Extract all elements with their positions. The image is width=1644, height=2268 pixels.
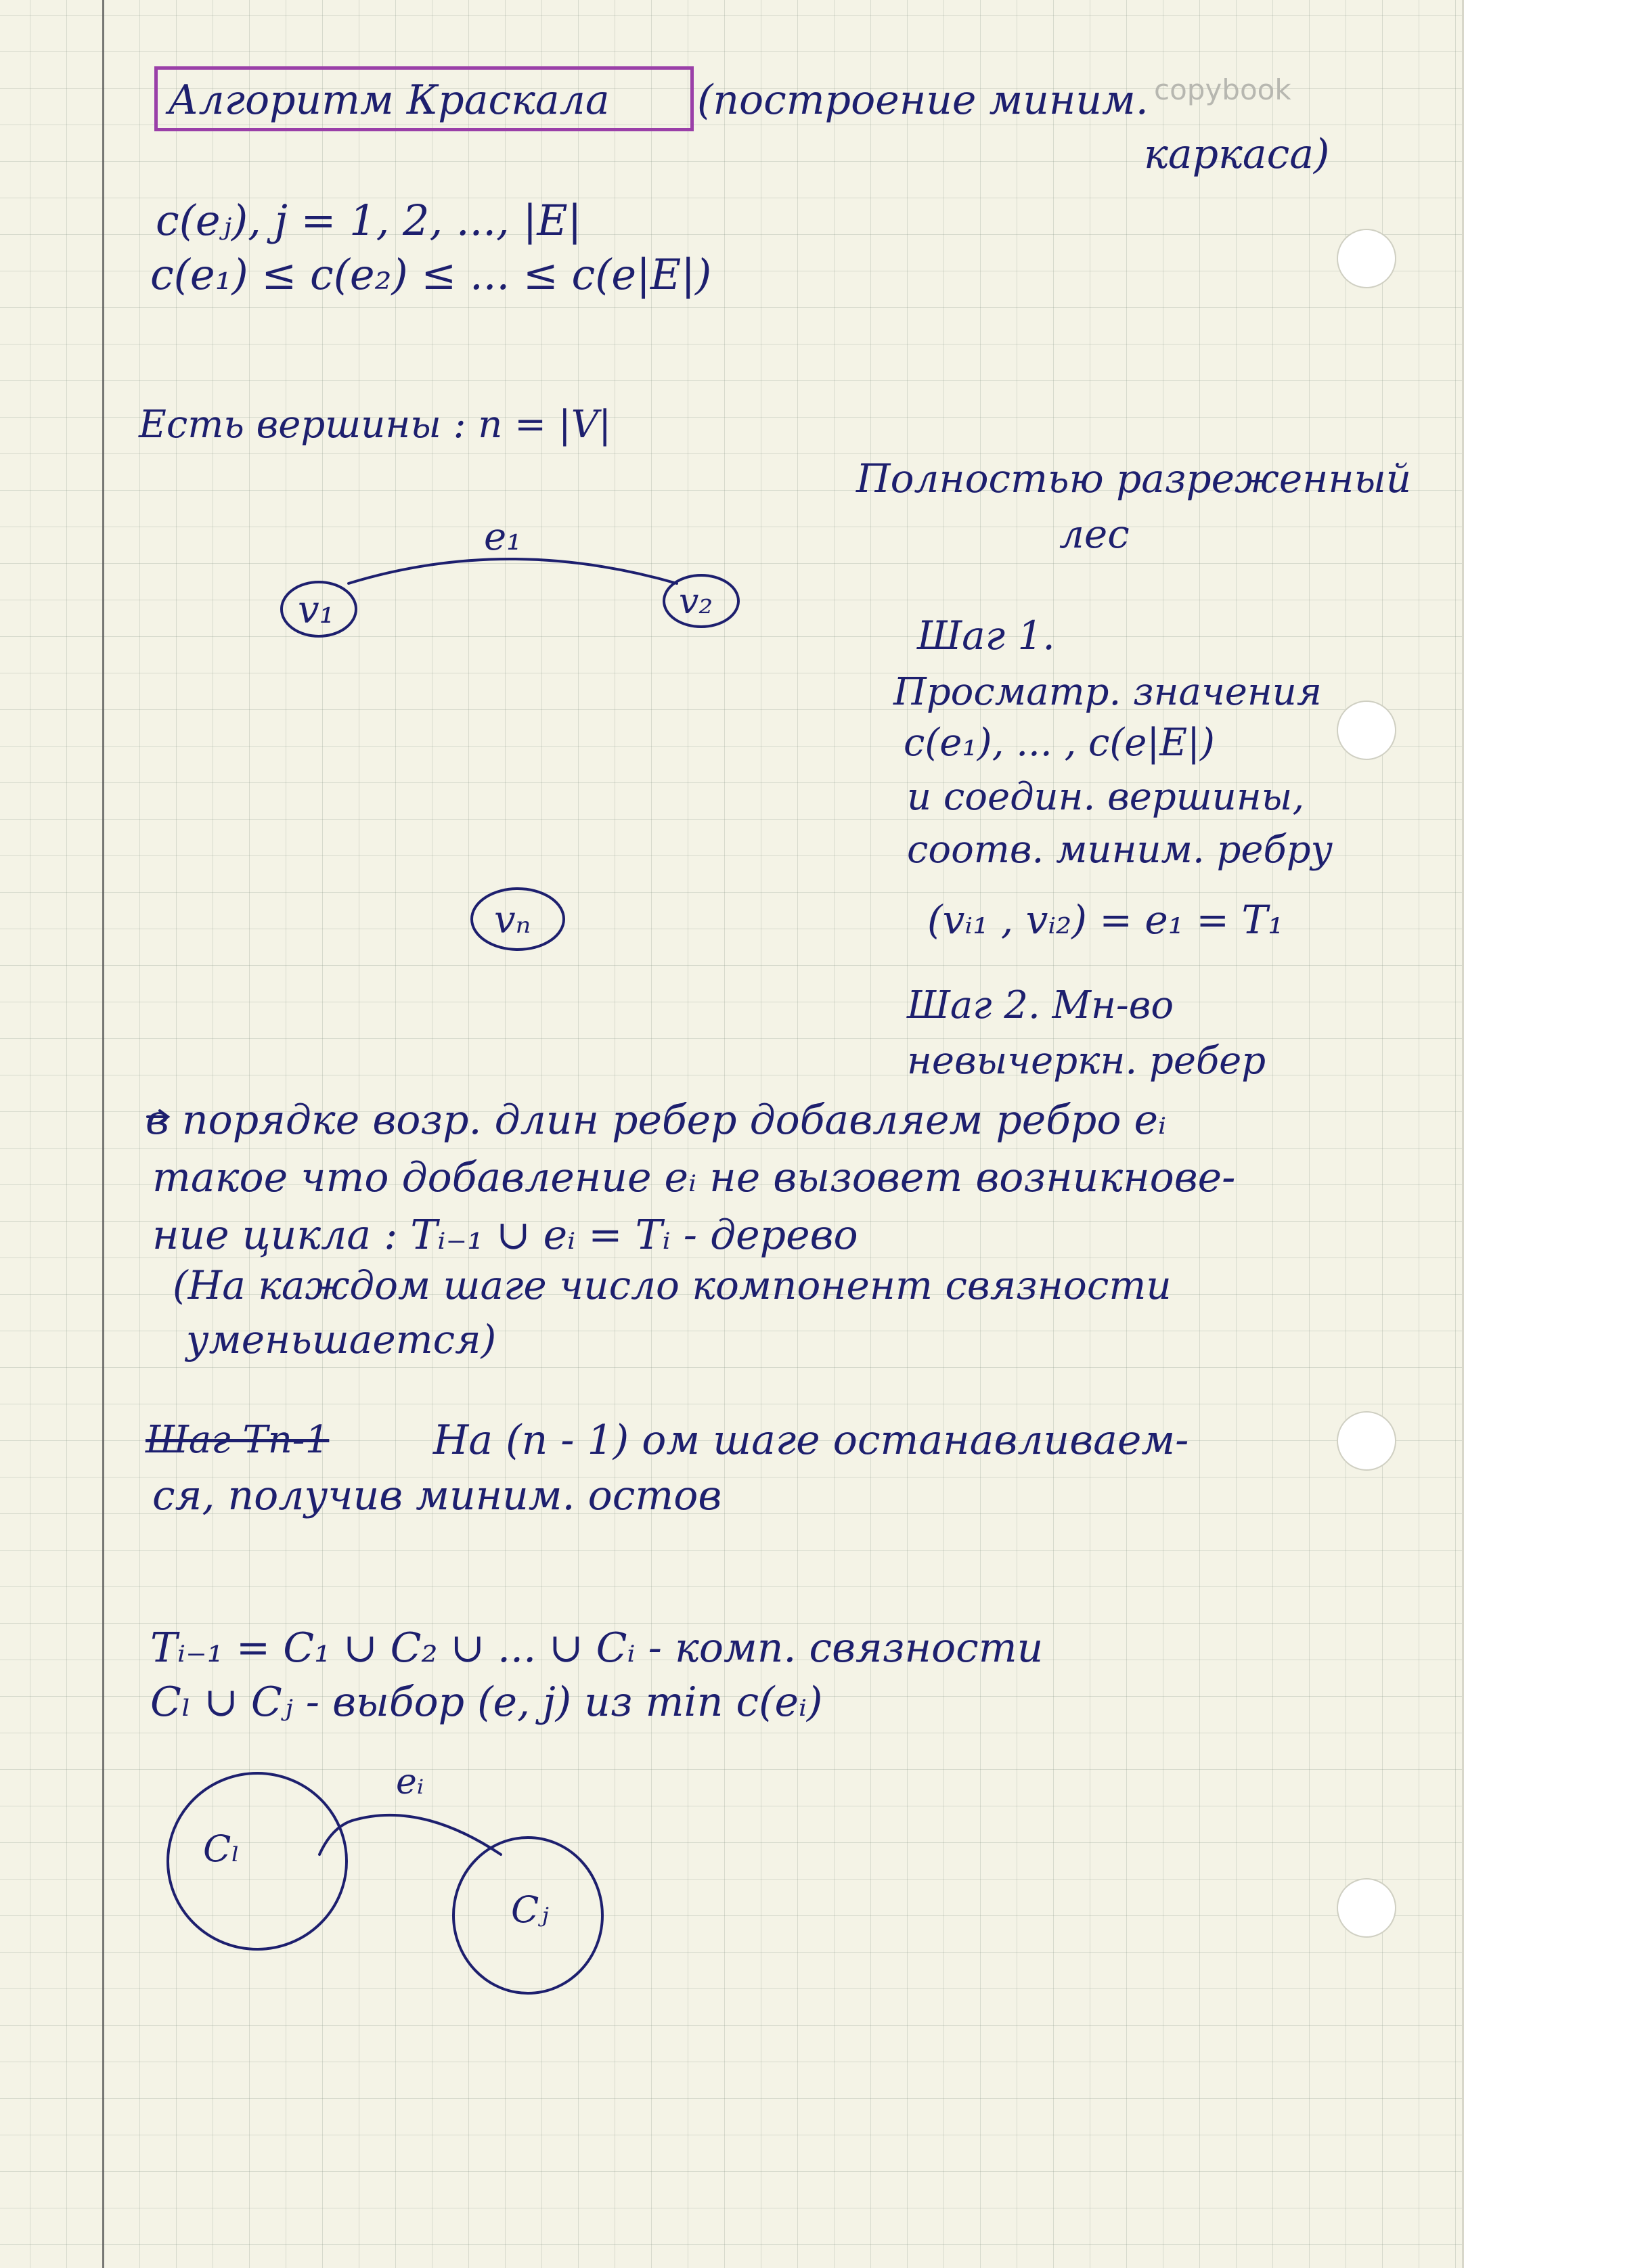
components-line2: Cₗ ∪ Cⱼ - выбор (e, j) из min c(eᵢ) xyxy=(150,1678,823,1726)
step1-line: c(e₁), ... , c(e|E|) xyxy=(904,721,1215,765)
step1-line: Просматр. значения xyxy=(893,670,1322,714)
brand-watermark: copybook xyxy=(1154,73,1291,106)
step2-line1: Шаг 2. Мн-во xyxy=(907,983,1174,1027)
step1-line: и соедин. вершины, xyxy=(907,775,1305,819)
main-text-line1: в порядке возр. длин ребер добавляем ребро eᵢ xyxy=(146,1096,1167,1144)
arrow-icon xyxy=(148,1111,168,1123)
main-text-line3: ние цикла : Tᵢ₋₁ ∪ eᵢ = Tᵢ - дерево xyxy=(152,1211,858,1259)
page-title: Алгоритм Краскала xyxy=(168,76,610,124)
component-cl-circle xyxy=(168,1773,347,1949)
vertex-label-vn: vₙ xyxy=(494,898,531,942)
vertex-label-v1: v₁ xyxy=(298,588,335,632)
final-step-line1: На (n - 1) ом шаге останавливаем- xyxy=(433,1417,1189,1464)
vertex-label-v2: v₂ xyxy=(679,581,713,622)
page-subtitle-line2: каркаса) xyxy=(1144,131,1330,178)
step1-title: Шаг 1. xyxy=(917,613,1055,659)
step2-line2: невычеркн. ребер xyxy=(907,1039,1266,1083)
main-text-line4: (На каждом шаге число компонент связности xyxy=(173,1262,1172,1308)
edge-e1 xyxy=(349,559,677,583)
step1-line: соотв. миним. ребру xyxy=(907,828,1333,872)
vertices-text: Есть вершины : n = |V| xyxy=(139,403,612,447)
main-text-line5: уменьшается) xyxy=(186,1316,497,1362)
forest-note-line1: Полностью разреженный xyxy=(856,455,1412,502)
component-label-cj: Cⱼ xyxy=(511,1888,549,1931)
struck-step-label: Шаг Tn-1 xyxy=(146,1418,330,1462)
forest-note-line2: лес xyxy=(1059,511,1130,557)
main-text-line2: такое что добавление eᵢ не вызовет возникнове- xyxy=(152,1154,1236,1201)
formula-line-2: c(e₁) ≤ c(e₂) ≤ ... ≤ c(e|E|) xyxy=(150,250,712,299)
edge-label-e1: e₁ xyxy=(484,515,522,559)
formula-line-1: c(eⱼ), j = 1, 2, ..., |E| xyxy=(156,196,582,245)
components-line1: Tᵢ₋₁ = C₁ ∪ C₂ ∪ ... ∪ Cᵢ - комп. связности xyxy=(150,1624,1044,1672)
step1-line: (vᵢ₁ , vᵢ₂) = e₁ = T₁ xyxy=(927,897,1284,943)
final-step-line2: ся, получив миним. остов xyxy=(152,1472,722,1519)
component-label-cl: Cₗ xyxy=(203,1827,240,1870)
page-subtitle-line1: (построение миним. xyxy=(697,76,1149,124)
edge-label-ei: eᵢ xyxy=(396,1762,424,1802)
